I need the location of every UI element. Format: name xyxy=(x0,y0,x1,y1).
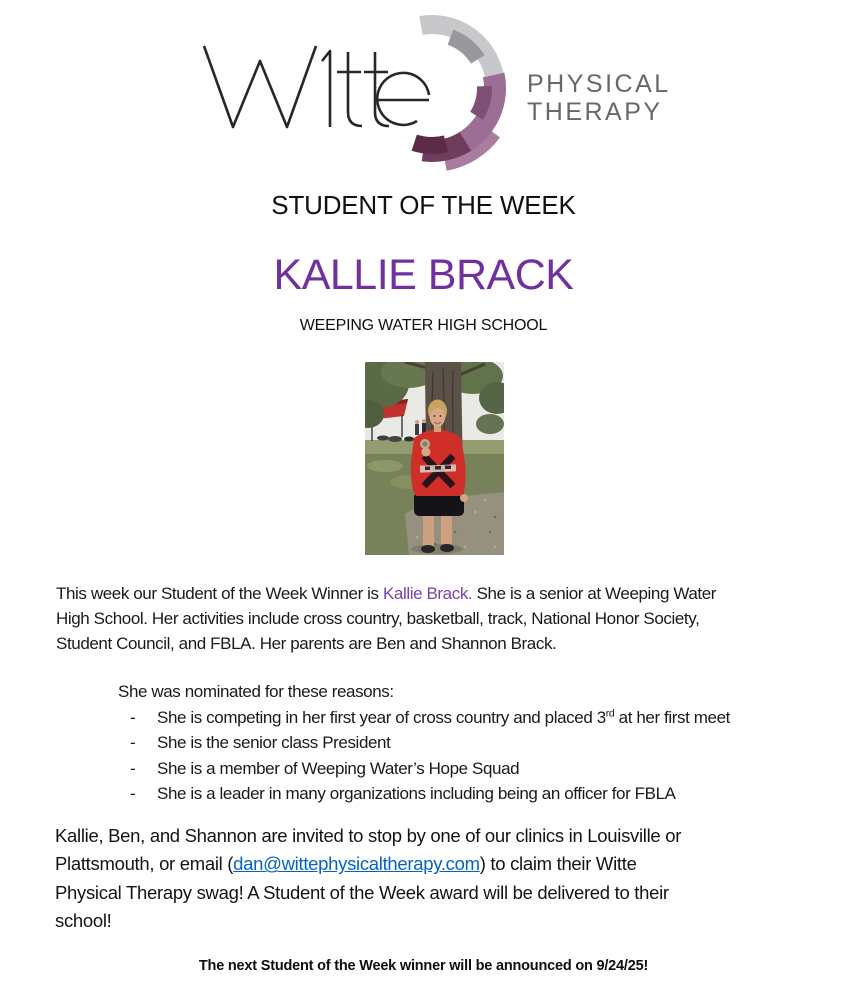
text-segment: She is the senior class President xyxy=(157,733,391,752)
tagline-line2: THERAPY xyxy=(527,98,663,126)
email-link[interactable]: dan@wittephysicaltherapy.com xyxy=(233,853,480,875)
text-segment: school! xyxy=(55,910,112,932)
reasons-section xyxy=(118,679,730,807)
text-line xyxy=(55,850,681,878)
reason-text xyxy=(157,756,519,782)
text-segment: Plattsmouth, or email ( xyxy=(55,853,234,875)
reason-item xyxy=(118,781,730,807)
intro-paragraph xyxy=(56,581,716,656)
text-segment: ) to claim their Witte xyxy=(479,853,637,875)
text-segment: She is competing in her first year of cross country and placed 3 xyxy=(157,707,606,727)
text-segment: She is a senior at Weeping Water xyxy=(472,584,717,603)
closing-paragraph xyxy=(55,822,681,936)
bullet-dash: - xyxy=(130,733,136,752)
bullet-dash: - xyxy=(130,784,136,803)
logo-tagline xyxy=(527,70,671,126)
reason-item xyxy=(118,756,730,782)
logo-arc-segment xyxy=(412,135,448,154)
school-heading: WEEPING WATER HIGH SCHOOL xyxy=(299,317,548,334)
text-segment: Student Council, and FBLA. Her parents are Ben and Shannon Brack. xyxy=(56,634,557,653)
reason-item xyxy=(118,705,730,731)
reason-text xyxy=(157,730,390,756)
tagline-line1: PHYSICAL xyxy=(527,70,671,98)
text-line xyxy=(56,631,716,656)
text-line xyxy=(55,879,681,907)
text-line xyxy=(55,822,681,850)
text-line xyxy=(55,907,681,935)
text-segment: Physical Therapy swag! A Student of the Week award will be delivered to their xyxy=(55,881,669,903)
bullet-dash: - xyxy=(130,758,136,778)
text-segment: High School. Her activities include cross country, basketball, track, National Honor Society, xyxy=(56,609,700,628)
bullet-dash: - xyxy=(130,707,136,727)
text-line xyxy=(56,606,716,631)
text-line xyxy=(56,581,716,606)
text-segment: This week our Student of the Week Winner is xyxy=(56,584,383,603)
reason-text xyxy=(157,705,730,731)
student-of-week-heading: STUDENT OF THE WEEK xyxy=(271,190,576,220)
footer-note: The next Student of the Week winner will be announced on 9/24/25! xyxy=(198,958,649,974)
witte-wordmark xyxy=(202,42,432,132)
reasons-list xyxy=(118,705,730,807)
reason-text xyxy=(157,781,676,807)
text-segment: She is a member of Weeping Water’s Hope Squad xyxy=(157,758,520,778)
text-segment: Kallie Brack. xyxy=(382,584,473,603)
student-photo xyxy=(365,362,504,555)
student-name-heading: KALLIE BRACK xyxy=(273,251,574,299)
reason-item xyxy=(118,730,730,756)
reasons-heading: She was nominated for these reasons: xyxy=(118,682,394,701)
text-segment: Kallie, Ben, and Shannon are invited to stop by one of our clinics in Louisville or xyxy=(55,825,682,846)
text-segment: She is a leader in many organizations including being an officer for FBLA xyxy=(157,784,676,803)
text-segment: at her first meet xyxy=(614,707,730,727)
superscript-text: rd xyxy=(605,706,615,719)
